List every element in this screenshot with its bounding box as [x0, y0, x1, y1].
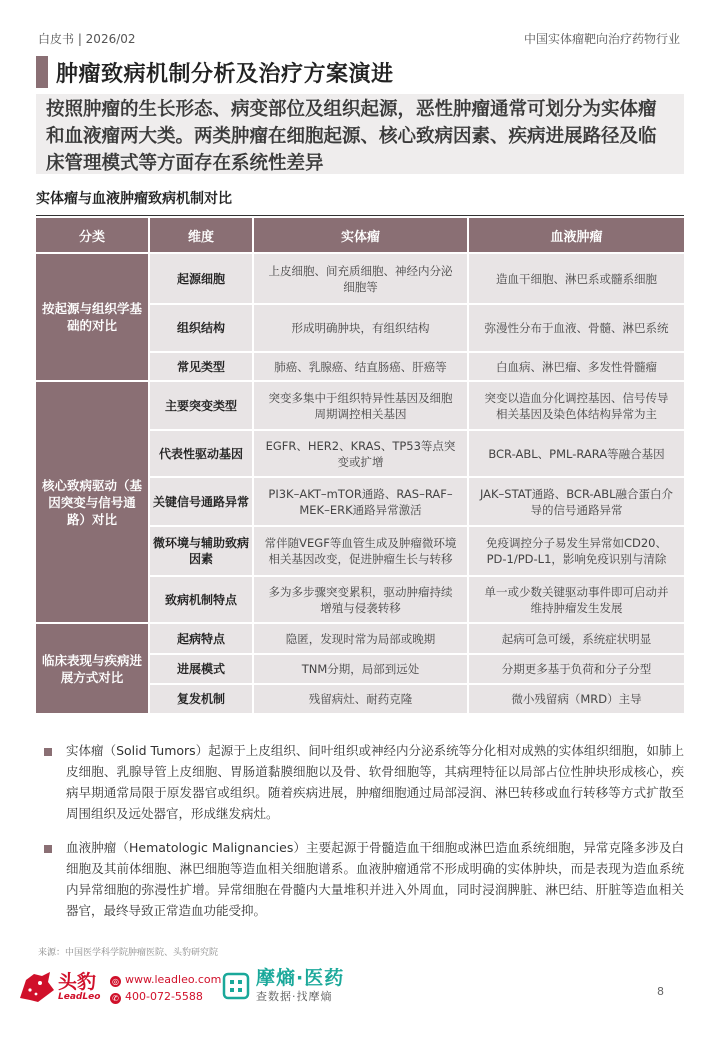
- bullet-item: [44, 740, 684, 824]
- brand-name-cn: 头豹: [58, 971, 97, 993]
- partner-name: 摩熵·医药: [256, 967, 345, 989]
- blood-tumor-cell: 免疫调控分子易发生异常如CD20、PD-1/PD-L1，影响免疫识别与清除: [485, 536, 668, 566]
- solid-tumor-cell: 形成明确肿块，有组织结构: [254, 305, 469, 351]
- leadleo-logo: [16, 968, 100, 1006]
- source-note: 来源：中国医学科学院肿瘤医院、头豹研究院: [38, 948, 219, 958]
- dimension-cell: 主要突变类型: [150, 382, 254, 429]
- blood-tumor-cell: 白血病、淋巴瘤、多发性骨髓瘤: [496, 359, 657, 374]
- blood-tumor-cell: 突变以造血分化调控基因、信号传导相关基因及染色体结构异常为主: [484, 390, 669, 421]
- blood-tumor-cell: 弥漫性分布于血液、骨髓、淋巴系统: [484, 321, 669, 335]
- blood-tumor-cell: 微小残留病（MRD）主导: [511, 692, 642, 706]
- solid-tumor-cell: 多为多步骤突变累积，驱动肿瘤持续增殖与侵袭转移: [254, 577, 469, 622]
- explanation-bullets: [44, 740, 684, 934]
- dimension-cell: 起源细胞: [150, 254, 254, 303]
- dimension-cell: 关键信号通路异常: [150, 478, 254, 525]
- bullet-text: 实体瘤（Solid Tumors）起源于上皮组织、间叶组织或神经内分泌系统等分化相对成熟的实体组织细胞，如肺上皮细胞、乳腺导管上皮细胞、胃肠道黏膜细胞以及骨、软骨细胞等，其病理特征以局部占位性肿块形成核心，疾病早期通常局限于原发器官或组织。随着疾病进展，肿瘤细胞通过局部浸润、淋巴转移或血行转移等方式扩散至周围组织及远处器官，形成继发病灶。: [66, 743, 684, 821]
- blood-tumor-cell: BCR-ABL、PML-RARA等融合基因: [488, 446, 665, 461]
- table-group-origin: [36, 252, 684, 380]
- report-industry-title: 中国实体瘤靶向治疗药物行业: [523, 32, 680, 46]
- solid-tumor-cell: 残留病灶、耐药克隆: [254, 685, 469, 713]
- solid-tumor-cell: PI3K–AKT–mTOR通路、RAS–RAF–MEK–ERK通路异常激活: [254, 478, 469, 525]
- table-group-clinical: [36, 622, 684, 713]
- phone-number: 400-072-5588: [125, 990, 203, 1003]
- section-title-row: [36, 56, 394, 88]
- table-row: [150, 351, 684, 380]
- group-category: 核心致病驱动（基因突变与信号通路）对比: [36, 382, 150, 622]
- blood-tumor-cell: 起病可急可缓，系统症状明显: [501, 631, 652, 646]
- dimension-cell: 代表性驱动基因: [150, 431, 254, 476]
- blood-tumor-cell: 单一或少数关键驱动事件即可启动并维持肿瘤发生发展: [484, 584, 669, 615]
- solid-tumor-cell: 肺癌、乳腺癌、结直肠癌、肝癌等: [254, 353, 469, 380]
- phone-icon: ✆: [110, 993, 121, 1004]
- table-row: [150, 624, 684, 653]
- solid-tumor-cell: 常伴随VEGF等血管生成及肿瘤微环境相关基因改变，促进肿瘤生长与转移: [254, 527, 469, 575]
- square-bullet-icon: [44, 748, 52, 756]
- header-blood-tumor: 血液肿瘤: [469, 218, 684, 252]
- dimension-cell: 复发机制: [150, 685, 254, 713]
- solid-tumor-cell: 隐匿，发现时常为局部或晚期: [254, 624, 469, 653]
- table-row: [150, 525, 684, 575]
- header-dimension: 维度: [150, 218, 254, 252]
- square-bullet-icon: [44, 845, 52, 853]
- page-number: 8: [657, 985, 664, 998]
- brand-name-en: LeadLeo: [58, 992, 101, 1002]
- table-row: [150, 653, 684, 683]
- table-row: [150, 254, 684, 303]
- partner-logo-icon: [222, 970, 250, 1002]
- dimension-cell: 起病特点: [150, 624, 254, 653]
- table-row: [150, 382, 684, 429]
- solid-tumor-cell: 突变多集中于组织特异性基因及细胞周期调控相关基因: [254, 382, 469, 429]
- dimension-cell: 进展模式: [150, 655, 254, 683]
- globe-icon: ◎: [110, 976, 121, 987]
- table-row: [150, 575, 684, 622]
- group-category: 按起源与组织学基础的对比: [36, 254, 150, 380]
- solid-tumor-cell: TNM分期，局部到远处: [254, 655, 469, 683]
- table-header-row: [36, 218, 684, 252]
- table-row: [150, 476, 684, 525]
- blood-tumor-cell: 造血干细胞、淋巴系或髓系细胞: [496, 271, 657, 286]
- dimension-cell: 组织结构: [150, 305, 254, 351]
- blood-tumor-cell: 分期更多基于负荷和分子分型: [501, 662, 652, 676]
- partner-slogan: 查数据·找摩熵: [256, 990, 333, 1003]
- table-row: [150, 429, 684, 476]
- leopard-logo-icon: [16, 968, 58, 1006]
- group-category: 临床表现与疾病进展方式对比: [36, 624, 150, 713]
- partner-logo: [222, 968, 344, 1004]
- contact-info: [110, 971, 221, 1005]
- table-row: [150, 683, 684, 713]
- table-row: [150, 303, 684, 351]
- bullet-text: 血液肿瘤（Hematologic Malignancies）主要起源于骨髓造血干细胞或淋巴造血系统细胞，异常克隆多涉及白细胞及其前体细胞、淋巴细胞等造血相关细胞谱系。血液肿瘤通常不形成明确的实体肿块，而是表现为造血系统内异常细胞的弥漫性扩增。异常细胞在骨髓内大量堆积并进入外周血，同时浸润脾脏、淋巴结、肝脏等造血相关器官，最终导致正常造血功能受抑。: [66, 840, 684, 918]
- dimension-cell: 致病机制特点: [150, 577, 254, 622]
- dimension-cell: 常见类型: [150, 353, 254, 380]
- header-solid-tumor: 实体瘤: [254, 218, 469, 252]
- section-title: 肿瘤致病机制分析及治疗方案演进: [56, 61, 394, 87]
- dimension-cell: 微环境与辅助致病因素: [150, 527, 254, 575]
- table-caption: 实体瘤与血液肿瘤致病机制对比: [36, 188, 684, 216]
- website-link[interactable]: www.leadleo.com: [125, 973, 222, 986]
- header-category: 分类: [36, 218, 150, 252]
- blood-tumor-cell: JAK–STAT通路、BCR-ABL融合蛋白介导的信号通路异常: [479, 486, 674, 517]
- table-group-drivers: [36, 380, 684, 622]
- comparison-table: [36, 218, 684, 713]
- solid-tumor-cell: EGFR、HER2、KRAS、TP53等点突变或扩增: [254, 431, 469, 476]
- bullet-item: [44, 837, 684, 921]
- solid-tumor-cell: 上皮细胞、间充质细胞、神经内分泌细胞等: [254, 254, 469, 303]
- title-accent-bar: [36, 56, 48, 88]
- report-type-date: 白皮书 | 2026/02: [38, 32, 136, 46]
- key-finding-box: 按照肿瘤的生长形态、病变部位及组织起源，恶性肿瘤通常可划分为实体瘤和血液瘤两大类。两类肿瘤在细胞起源、核心致病因素、疾病进展路径及临床管理模式等方面存在系统性差异: [36, 94, 684, 174]
